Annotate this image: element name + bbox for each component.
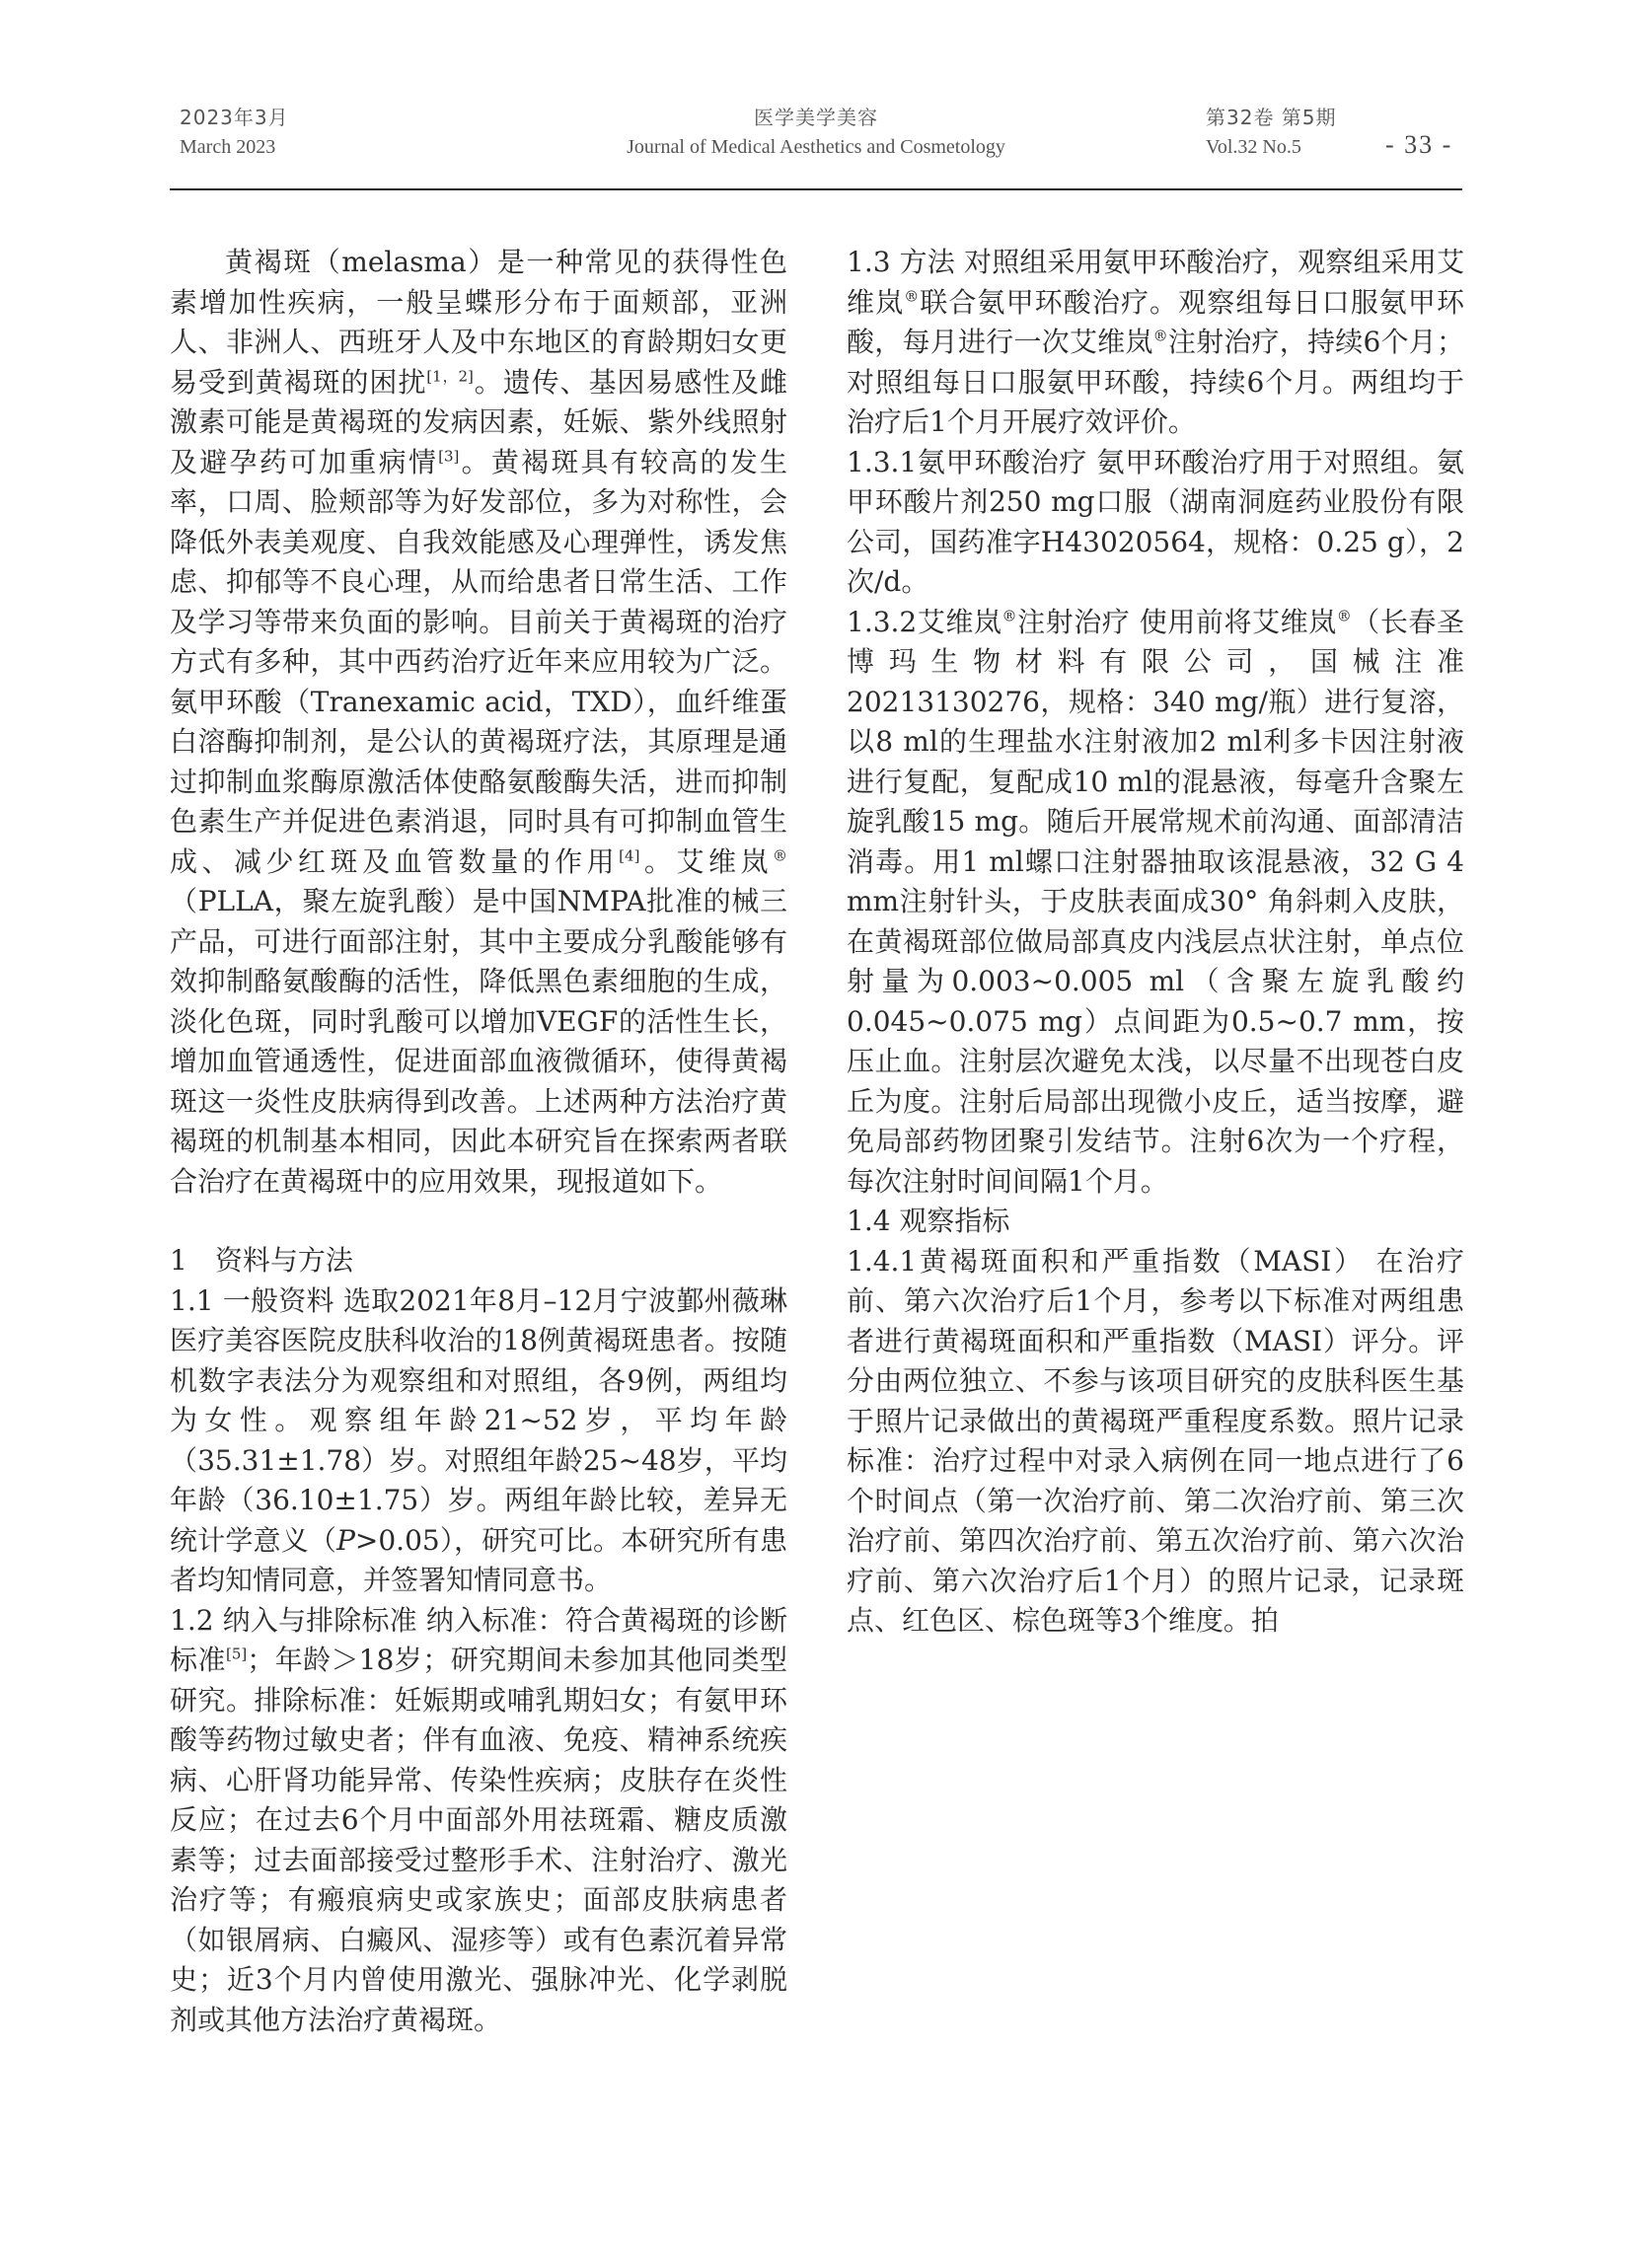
volume-info <box>1206 103 1337 162</box>
section-heading: 1 资料与方法 <box>170 1244 353 1277</box>
paragraph-1-3-1: 1.3.1氨甲环酸治疗 氨甲环酸治疗用于对照组。氨甲环酸片剂250 mg口服（湖南洞庭药业股份有限公司，国药准字H43020564，规格：0.25 g），2次/d。 <box>847 445 1464 598</box>
registered-mark: ® <box>1001 607 1017 625</box>
citation: [1，2] <box>426 367 474 386</box>
registered-mark: ® <box>772 846 787 865</box>
registered-mark: ® <box>1152 327 1168 345</box>
right-column <box>847 243 1464 1642</box>
issue-date-en: March 2023 <box>180 136 276 158</box>
citation: [5] <box>225 1645 248 1663</box>
volume-en: Vol.32 No.5 <box>1206 136 1301 158</box>
intro-paragraph: 黄褐斑（melasma）是一种常见的获得性色素增加性疾病，一般呈蝶形分布于面颊部，亚洲人、非洲人、西班牙人及中东地区的育龄期妇女更易受到黄褐斑的困扰[1，2]。遗传、基因易感性及雌激素可能是黄褐斑的发病因素，妊娠、紫外线照射及避孕药可加重病情[3]。黄褐斑具有较高的发生率，口周、脸颊部等为好发部位，多为对称性，会降低外表美观度、自我效能感及心理弹性，诱发焦虑、抑郁等不良心理，从而给患者日常生活、工作及学习等带来负面的影响。目前关于黄褐斑的治疗方式有多种，其中西药治疗近年来应用较为广泛。氨甲环酸（Tranexamic acid，TXD），血纤维蛋白溶酶抑制剂，是公认的黄褐斑疗法，其原理是通过抑制血浆酶原激活体使酪氨酸酶失活，进而抑制色素生产并促进色素消退，同时具有可抑制血管生成、减少红斑及血管数量的作用[4]。艾维岚®（PLLA，聚左旋乳酸）是中国NMPA批准的械三产品，可进行面部注射，其中主要成分乳酸能够有效抑制酪氨酸酶的活性，降低黑色素细胞的生成，淡化色斑，同时乳酸可以增加VEGF的活性生长，增加血管通透性，促进面部血液微循环，使得黄褐斑这一炎性皮肤病得到改善。上述两种方法治疗黄褐斑的机制基本相同，因此本研究旨在探索两者联合治疗在黄褐斑中的应用效果，现报道如下。 <box>170 246 787 1198</box>
citation: [4] <box>619 846 640 865</box>
citation: [3] <box>438 447 460 466</box>
subsection-heading-1-4: 1.4 观察指标 <box>847 1205 1010 1237</box>
volume-cn: 第32卷 第5期 <box>1206 106 1337 129</box>
page-number: - 33 - <box>1385 130 1453 159</box>
paragraph-1-4-1: 1.4.1黄褐斑面积和严重指数（MASI） 在治疗前、第六次治疗后1个月，参考以下标准对两组患者进行黄褐斑面积和严重指数（MASI）评分。评分由两位独立、不参与该项目研究的皮肤科医生基于照片记录做出的黄褐斑严重程度系数。照片记录标准：治疗过程中对录入病例在同一地点进行了6个时间点（第一次治疗前、第二次治疗前、第三次治疗前、第四次治疗前、第五次治疗前、第六次治疗前、第六次治疗后1个月）的照片记录，记录斑点、红色区、棕色斑等3个维度。拍 <box>847 1244 1464 1637</box>
left-column <box>170 243 787 2040</box>
issue-date-cn: 2023年3月 <box>180 106 289 129</box>
header-rule <box>170 188 1462 190</box>
paragraph-1-1: 1.1 一般资料 选取2021年8月–12月宁波鄞州薇琳医疗美容医院皮肤科收治的18例黄褐斑患者。按随机数字表法分为观察组和对照组，各9例，两组均为女性。观察组年龄21~52岁，平均年龄（35.31±1.78）岁。对照组年龄25~48岁，平均年龄（36.10±1.75）岁。两组年龄比较，差异无统计学意义（P>0.05），研究可比。本研究所有患者均知情同意，并签署知情同意书。 <box>170 1283 787 1596</box>
registered-mark: ® <box>1336 607 1352 625</box>
paragraph-1-3: 1.3 方法 对照组采用氨甲环酸治疗，观察组采用艾维岚®联合氨甲环酸治疗。观察组每日口服氨甲环酸，每月进行一次艾维岚®注射治疗，持续6个月；对照组每日口服氨甲环酸，持续6个月。两组均于治疗后1个月开展疗效评价。 <box>847 246 1464 438</box>
paragraph-1-3-2: 1.3.2艾维岚®注射治疗 使用前将艾维岚®（长春圣博玛生物材料有限公司，国械注准20213130276，规格：340 mg/瓶）进行复溶，以8 ml的生理盐水注射液加2 ml利多卡因注射液进行复配，复配成10 ml的混悬液，每毫升含聚左旋乳酸15 mg。随后开展常规术前沟通、面部清洁消毒。用1 ml螺口注射器抽取该混悬液，32 G 4 mm注射针头，于皮肤表面成30° 角斜刺入皮肤，在黄褐斑部位做局部真皮内浅层点状注射，单点位射量为0.003~0.005 ml（含聚左旋乳酸约0.045~0.075 mg）点间距为0.5~0.7 mm，按压止血。注射层次避免太浅，以尽量不出现苍白皮丘为度。注射后局部出现微小皮丘，适当按摩，避免局部药物团聚引发结节。注射6次为一个疗程，每次注射时间间隔1个月。 <box>847 605 1464 1198</box>
journal-name-en: Journal of Medical Aesthetics and Cosmetology <box>627 136 1005 158</box>
journal-name-cn: 医学美学美容 <box>754 106 878 129</box>
paragraph-1-2: 1.2 纳入与排除标准 纳入标准：符合黄褐斑的诊断标准[5]；年龄＞18岁；研究期间未参加其他同类型研究。排除标准：妊娠期或哺乳期妇女；有氨甲环酸等药物过敏史者；伴有血液、免疫、精神系统疾病、心肝肾功能异常、传染性疾病；皮肤存在炎性反应；在过去6个月中面部外用祛斑霜、糖皮质激素等；过去面部接受过整形手术、注射治疗、激光治疗等；有瘢痕病史或家族史；面部皮肤病患者（如银屑病、白癜风、湿疹等）或有色素沉着异常史；近3个月内曾使用激光、强脉冲光、化学剥脱剂或其他方法治疗黄褐斑。 <box>170 1603 787 2036</box>
registered-mark: ® <box>904 287 920 306</box>
